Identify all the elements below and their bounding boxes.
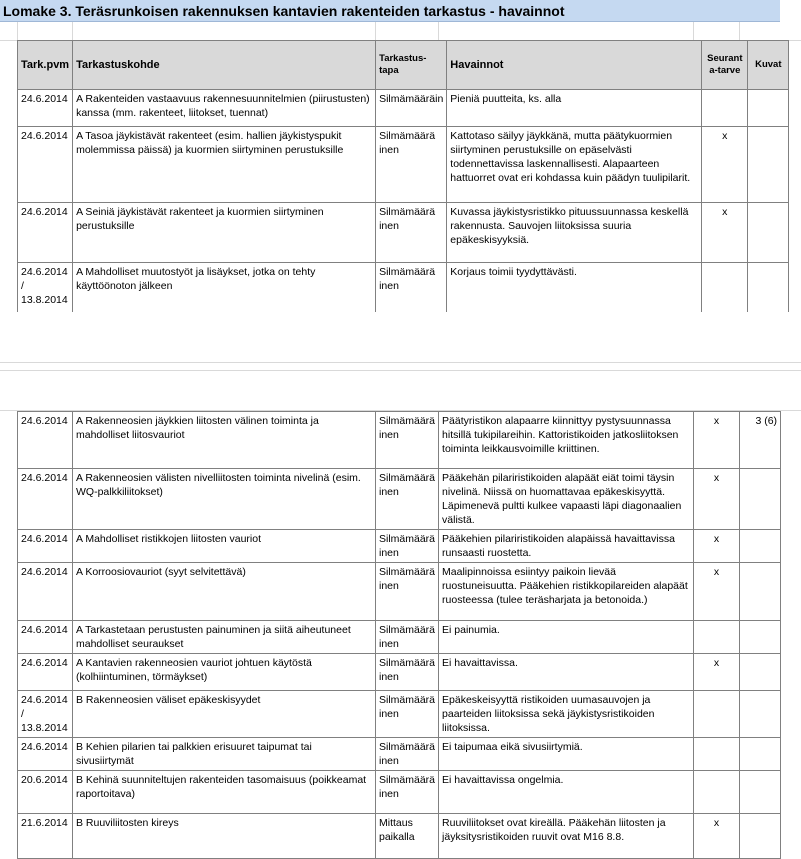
cell-followup: [702, 90, 748, 127]
cell-date: 24.6.2014: [18, 563, 73, 621]
table-row: [18, 530, 781, 563]
cell-object: A Tarkastetaan perustusten painuminen ja siitä aiheutuneet mahdolliset seuraukset: [73, 621, 376, 654]
table-row: [18, 127, 789, 203]
cell-findings: Ei havaittavissa.: [439, 654, 694, 691]
sheet-gridline: [693, 22, 694, 40]
cell-date: 24.6.2014 / 13.8.2014: [18, 263, 73, 313]
header-object: Tarkastuskohde: [73, 41, 376, 90]
cell-method: Silmämäärä inen: [376, 563, 439, 621]
cell-object: B Kehien pilarien tai palkkien erisuuret taipumat tai sivusiirtymät: [73, 738, 376, 771]
cell-object: A Korroosiovauriot (syyt selvitettävä): [73, 563, 376, 621]
cell-method: Silmämäärä inen: [376, 691, 439, 738]
cell-method: Mittaus paikalla: [376, 814, 439, 859]
cell-date: 24.6.2014: [18, 90, 73, 127]
cell-images: 3 (6): [740, 412, 781, 469]
cell-followup: x: [694, 654, 740, 691]
cell-object: B Ruuviliitosten kireys: [73, 814, 376, 859]
cell-method: Silmämääräin: [376, 90, 447, 127]
cell-followup: x: [694, 469, 740, 530]
cell-method: Silmämäärä inen: [376, 621, 439, 654]
cell-images: [740, 814, 781, 859]
cell-object: A Tasoa jäykistävät rakenteet (esim. hallien jäykistyspukit molemmissa päissä) ja kuormien siirtyminen perustuksille: [73, 127, 376, 203]
cell-followup: x: [694, 530, 740, 563]
header-findings: Havainnot: [447, 41, 702, 90]
table-row: [18, 263, 789, 313]
cell-findings: Korjaus toimii tyydyttävästi.: [447, 263, 702, 313]
cell-findings: Pieniä puutteita, ks. alla: [447, 90, 702, 127]
cell-date: 24.6.2014: [18, 469, 73, 530]
cell-followup: [694, 621, 740, 654]
sheet-gridline: [438, 22, 439, 40]
cell-findings: Pääkehien pilariristikoiden alapäissä havaittavissa runsaasti ruostetta.: [439, 530, 694, 563]
cell-followup: x: [694, 563, 740, 621]
cell-findings: Ei havaittavissa ongelmia.: [439, 771, 694, 814]
cell-findings: Ei painumia.: [439, 621, 694, 654]
cell-object: A Kantavien rakenneosien vauriot johtuen käytöstä (kolhiintuminen, törmäykset): [73, 654, 376, 691]
cell-method: Silmämäärä inen: [376, 203, 447, 263]
inspection-table-bottom: [17, 411, 781, 859]
cell-method: Silmämäärä inen: [376, 263, 447, 313]
cell-findings: Pääkehän pilariristikoiden alapäät eiät toimi täysin nivelinä. Niissä on huomattavaa epäkeskisyyttä. Läpimenevä pultti kulkee vapaasti läpi diagonaalien välistä.: [439, 469, 694, 530]
cell-images: [748, 90, 789, 127]
sheet-gap: [0, 312, 801, 412]
table-row: [18, 738, 781, 771]
cell-followup: x: [694, 814, 740, 859]
cell-object: B Kehinä suunniteltujen rakenteiden tasomaisuus (poikkeamat raportoitava): [73, 771, 376, 814]
cell-method: Silmämäärä inen: [376, 530, 439, 563]
table-row: [18, 203, 789, 263]
cell-date: 24.6.2014: [18, 621, 73, 654]
cell-images: [748, 263, 789, 313]
table-row: [18, 412, 781, 469]
sheet-gridline: [739, 22, 740, 40]
cell-followup: [694, 691, 740, 738]
cell-method: Silmämäärä inen: [376, 412, 439, 469]
cell-findings: Maalipinnoissa esiintyy paikoin lievää ruostuneisuutta. Pääkehien ristikkopilareiden alapäät ruosteessa (tulee teräsharjata ja betonoida.): [439, 563, 694, 621]
cell-followup: x: [694, 412, 740, 469]
cell-method: Silmämäärä inen: [376, 771, 439, 814]
cell-images: [740, 563, 781, 621]
cell-images: [740, 621, 781, 654]
cell-images: [740, 691, 781, 738]
cell-object: A Rakenteiden vastaavuus rakennesuunnitelmien (piirustusten) kanssa (mm. rakenteet, liitokset, tuennat): [73, 90, 376, 127]
cell-followup: x: [702, 127, 748, 203]
cell-object: A Mahdolliset ristikkojen liitosten vauriot: [73, 530, 376, 563]
table-row: [18, 654, 781, 691]
cell-images: [748, 127, 789, 203]
cell-followup: x: [702, 203, 748, 263]
header-method: Tarkastus-tapa: [376, 41, 447, 90]
sheet-gridline: [17, 22, 18, 40]
cell-method: Silmämäärä inen: [376, 654, 439, 691]
cell-date: 24.6.2014: [18, 412, 73, 469]
cell-followup: [694, 738, 740, 771]
cell-date: 24.6.2014: [18, 127, 73, 203]
cell-followup: [702, 263, 748, 313]
cell-object: A Mahdolliset muutostyöt ja lisäykset, jotka on tehty käyttöönoton jälkeen: [73, 263, 376, 313]
cell-object: B Rakenneosien väliset epäkeskisyydet: [73, 691, 376, 738]
table-row: [18, 691, 781, 738]
header-followup: Seurant a-tarve: [702, 41, 748, 90]
cell-images: [748, 203, 789, 263]
sheet-gridline: [72, 22, 73, 40]
cell-date: 20.6.2014: [18, 771, 73, 814]
header-date: Tark.pvm: [18, 41, 73, 90]
header-images: Kuvat: [748, 41, 789, 90]
cell-images: [740, 530, 781, 563]
inspection-table-top: [17, 40, 789, 313]
cell-date: 24.6.2014: [18, 738, 73, 771]
cell-date: 24.6.2014 / 13.8.2014: [18, 691, 73, 738]
cell-object: A Rakenneosien välisten nivelliitosten toiminta nivelinä (esim. WQ-palkkiliitokset): [73, 469, 376, 530]
form-title: Lomake 3. Teräsrunkoisen rakennuksen kantavien rakenteiden tarkastus - havainnot: [0, 0, 780, 22]
table-row: [18, 621, 781, 654]
cell-method: Silmämäärä inen: [376, 738, 439, 771]
cell-images: [740, 771, 781, 814]
cell-images: [740, 738, 781, 771]
cell-method: Silmämäärä inen: [376, 127, 447, 203]
cell-images: [740, 469, 781, 530]
cell-findings: Päätyristikon alapaarre kiinnittyy pystysuunnassa hitsillä tukipilareihin. Kattoristikoiden jatkosliitoksen toiminta leikkausvoimille kriittinen.: [439, 412, 694, 469]
table-row: [18, 469, 781, 530]
cell-method: Silmämäärä inen: [376, 469, 439, 530]
cell-images: [740, 654, 781, 691]
cell-findings: Kuvassa jäykistysristikko pituussuunnassa keskellä rakennusta. Sauvojen liitoksissa suuria epäkeskisyyksiä.: [447, 203, 702, 263]
cell-followup: [694, 771, 740, 814]
cell-date: 24.6.2014: [18, 530, 73, 563]
table-row: [18, 771, 781, 814]
table-row: [18, 814, 781, 859]
cell-date: 24.6.2014: [18, 203, 73, 263]
cell-date: 21.6.2014: [18, 814, 73, 859]
cell-findings: Epäkeskeisyyttä ristikoiden uumasauvojen ja paarteiden liitoksissa sekä jäykistysristikoiden liitoksissa.: [439, 691, 694, 738]
cell-findings: Ei taipumaa eikä sivusiirtymiä.: [439, 738, 694, 771]
cell-object: A Seiniä jäykistävät rakenteet ja kuormien siirtyminen perustuksille: [73, 203, 376, 263]
table-row: [18, 90, 789, 127]
cell-findings: Ruuviliitokset ovat kireällä. Pääkehän liitosten ja jäyksitysristikoiden ruuvit ovat M16 8.8.: [439, 814, 694, 859]
cell-object: A Rakenneosien jäykkien liitosten välinen toiminta ja mahdolliset liitosvauriot: [73, 412, 376, 469]
sheet-gridline: [375, 22, 376, 40]
cell-findings: Kattotaso säilyy jäykkänä, mutta päätykuormien siirtyminen perustuksille on epäselvästi todennettavissa laskennallisesti. Alapaarteen hattuorret ovat eri kohdassa kuin päädyn tuulipilarit.: [447, 127, 702, 203]
cell-date: 24.6.2014: [18, 654, 73, 691]
table-row: [18, 563, 781, 621]
